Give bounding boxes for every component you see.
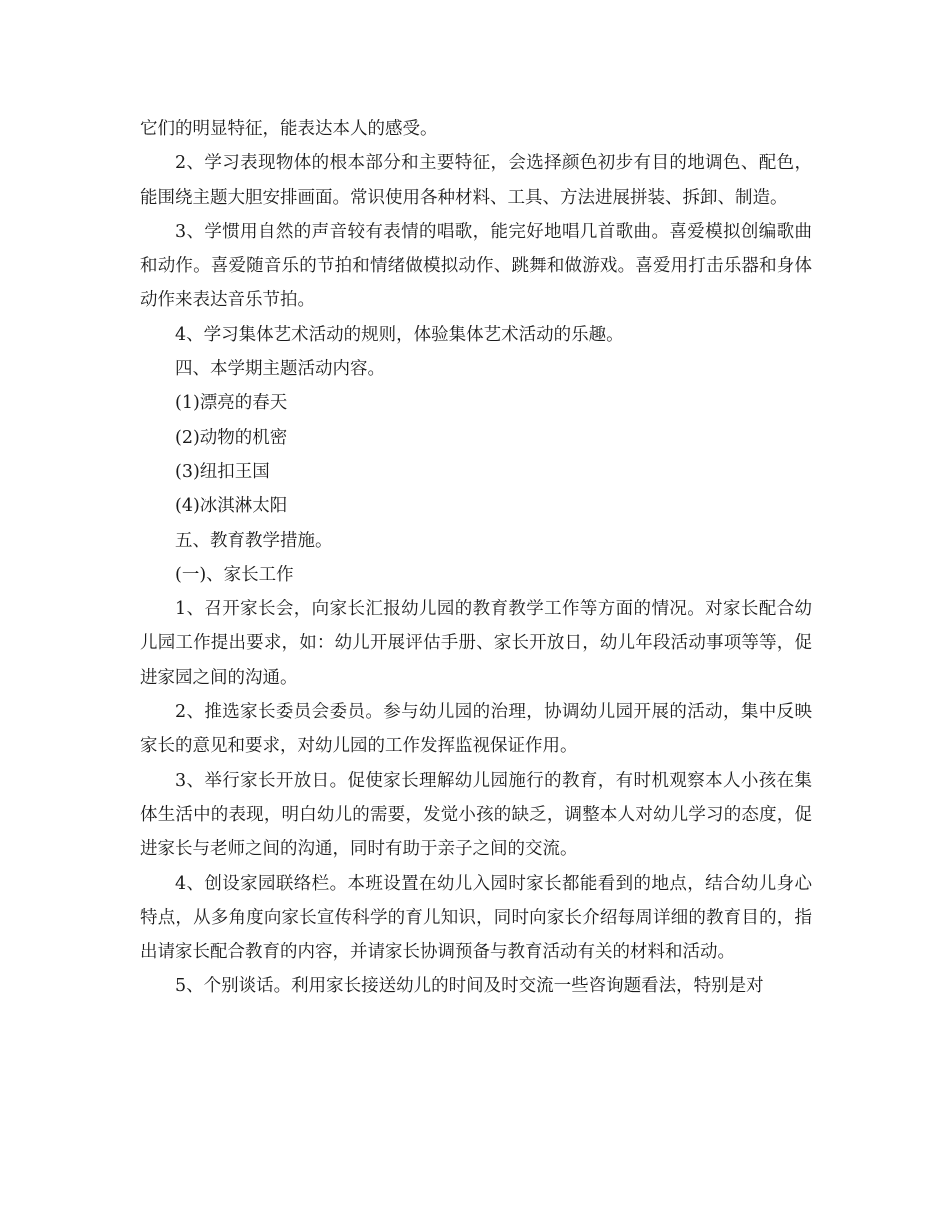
- theme-item-2: (2)动物的机密: [175, 427, 288, 448]
- paragraph-item-3: 3、学惯用自然的声音较有表情的唱歌，能完好地唱几首歌曲。喜爱模拟创编歌曲和动作。喜爱随音乐的节拍和情绪做模拟动作、跳舞和做游戏。喜爱用打击乐器和身体动作来表达音乐节拍。: [140, 221, 812, 311]
- subsection-heading-1: (一)、家长工作: [175, 564, 294, 585]
- paragraph-continuation: 它们的明显特征，能表达本人的感受。: [140, 119, 438, 139]
- theme-item-3: (3)纽扣王国: [175, 461, 270, 482]
- parent-work-item-4: 4、创设家园联络栏。本班设置在幼儿入园时家长都能看到的地点，结合幼儿身心特点，从多角度向家长宣传科学的育儿知识，同时向家长介绍每周详细的教育目的，指出请家长配合教育的内容，并请家长协调预备与教育活动有关的材料和活动。: [140, 873, 812, 963]
- parent-work-item-2: 2、推选家长委员会委员。参与幼儿园的治理，协调幼儿园开展的活动，集中反映家长的意见和要求，对幼儿园的工作发挥监视保证作用。: [140, 702, 812, 757]
- parent-work-item-3: 3、举行家长开放日。促使家长理解幼儿园施行的教育，有时机观察本人小孩在集体生活中的表现，明白幼儿的需要，发觉小孩的缺乏，调整本人对幼儿学习的态度，促进家长与老师之间的沟通，同时有助于亲子之间的交流。: [140, 770, 812, 860]
- document-body: [140, 112, 812, 1004]
- parent-work-item-1: 1、召开家长会，向家长汇报幼儿园的教育教学工作等方面的情况。对家长配合幼儿园工作提出要求，如：幼儿开展评估手册、家长开放日，幼儿年段活动事项等等，促进家园之间的沟通。: [140, 599, 812, 688]
- section-heading-4: 四、本学期主题活动内容。: [175, 359, 385, 380]
- theme-item-4: (4)冰淇淋太阳: [175, 496, 288, 517]
- section-heading-5: 五、教育教学措施。: [175, 530, 333, 551]
- paragraph-item-2: 2、学习表现物体的根本部分和主要特征，会选择颜色初步有目的地调色、配色，能围绕主题大胆安排画面。常识使用各种材料、工具、方法进展拼装、拆卸、制造。: [140, 153, 812, 208]
- paragraph-item-4: 4、学习集体艺术活动的规则，体验集体艺术活动的乐趣。: [175, 324, 624, 345]
- theme-item-1: (1)漂亮的春天: [175, 393, 288, 414]
- parent-work-item-5: 5、个别谈话。利用家长接送幼儿的时间及时交流一些咨询题看法，特别是对: [175, 976, 764, 997]
